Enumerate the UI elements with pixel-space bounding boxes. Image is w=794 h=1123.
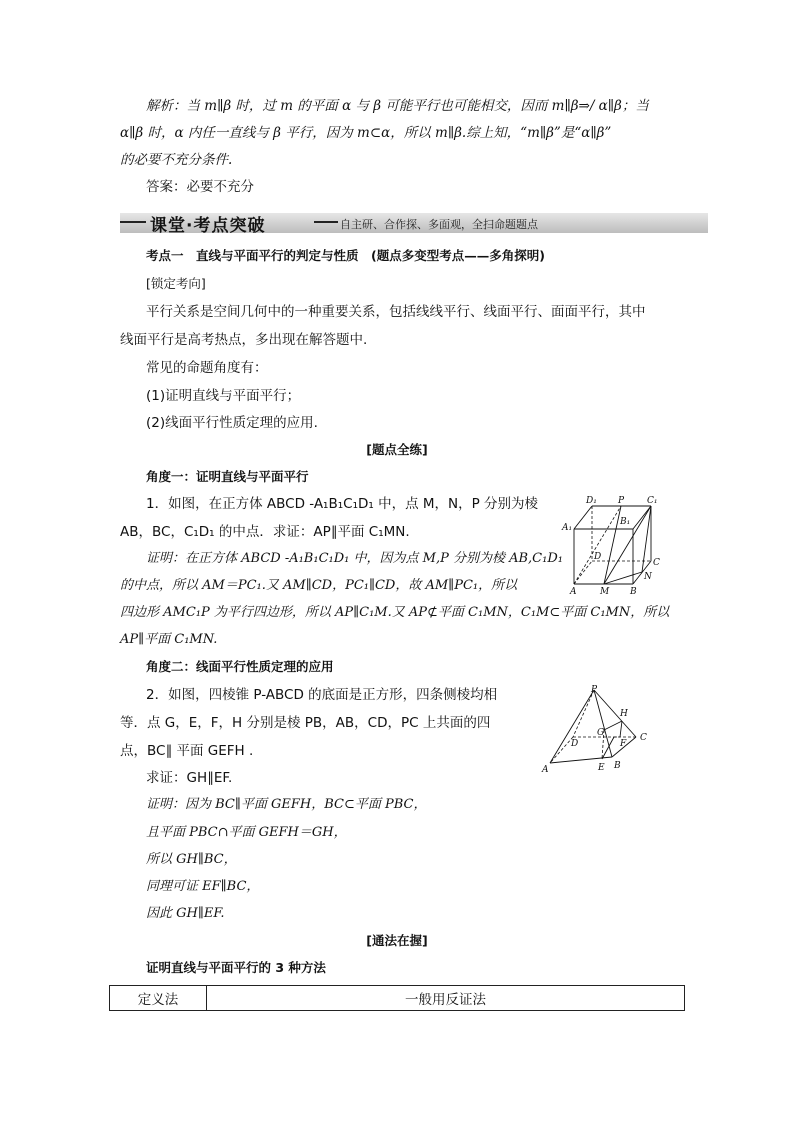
q2-proof-5: 因此 GH∥EF.	[146, 906, 225, 921]
cube-label-n: N	[644, 572, 652, 582]
practice-label: [题点全练]	[366, 442, 428, 457]
q1-proof-2: 的中点，所以 AM＝PC₁.又 AM∥CD，PC₁∥CD，故 AM∥PC₁，所以	[120, 578, 518, 593]
pyramid-label-h: H	[620, 709, 628, 719]
cube-label-p: P	[618, 496, 625, 506]
pyramid-label-p: P	[591, 685, 598, 695]
q1-proof-4: AP∥平面 C₁MN.	[120, 632, 218, 647]
q2-proof-3: 所以 GH∥BC，	[146, 852, 237, 867]
cube-label-c: C	[653, 558, 660, 568]
list-item-2: (2)线面平行性质定理的应用.	[146, 415, 318, 431]
banner-title: 课堂·考点突破	[150, 216, 266, 236]
banner-subtitle: 自主研、合作探、多面观，全扫命题题点	[340, 218, 538, 231]
pyramid-label-f: F	[620, 739, 627, 749]
table-cell-definition: 定义法	[110, 986, 207, 1011]
banner-hook-right	[314, 221, 338, 223]
cube-label-d: D	[594, 552, 602, 562]
methods-table	[109, 985, 685, 1011]
para-line-1: 平行关系是空间几何中的一种重要关系，包括线线平行、线面平行、面面平行，其中	[146, 304, 646, 320]
q2-proof-4: 同理可证 EF∥BC，	[146, 879, 260, 894]
q2-line-3: 点，BC∥ 平面 GEFH .	[120, 743, 254, 759]
pyramid-label-g: G	[597, 728, 605, 738]
cube-figure	[560, 492, 672, 596]
cube-label-m: M	[600, 587, 610, 596]
q2-line-2: 等．点 G，E，F，H 分别是棱 PB，AB，CD，PC 上共面的四	[120, 715, 491, 731]
pyramid-label-d: D	[571, 739, 579, 749]
q1-line-2: AB，BC，C₁D₁ 的中点．求证：AP∥平面 C₁MN.	[120, 524, 410, 540]
pyramid-label-b: B	[614, 761, 621, 771]
cube-label-b1: B₁	[620, 517, 631, 527]
angle-2-heading: 角度二：线面平行性质定理的应用	[146, 659, 334, 674]
cube-label-c1: C₁	[647, 496, 658, 506]
section-banner	[120, 213, 708, 236]
angle-1-heading: 角度一：证明直线与平面平行	[146, 469, 309, 484]
answer-line: 答案：必要不充分	[146, 179, 254, 195]
para-line-2: 线面平行是高考热点，多出现在解答题中.	[120, 332, 368, 348]
intro-line-2: α∥β 时，α 内任一直线与 β 平行，因为 m⊂α，所以 m∥β.综上知，“m∥β”是“α∥β”	[120, 125, 612, 141]
cube-label-a1: A₁	[562, 523, 573, 533]
pyramid-label-a: A	[542, 765, 549, 775]
pyramid-label-c: C	[640, 733, 647, 743]
q1-proof-1: 证明：在正方体 ABCD -A₁B₁C₁D₁ 中，因为点 M,P 分别为棱 AB,C₁D₁	[146, 551, 563, 566]
cube-label-b: B	[630, 587, 637, 596]
q2-proof-2: 且平面 PBC∩平面 GEFH＝GH，	[146, 825, 347, 840]
para-line-3: 常见的命题角度有：	[146, 360, 268, 376]
list-item-1: (1)证明直线与平面平行；	[146, 388, 301, 404]
q2-line-1: 2．如图，四棱锥 P-ABCD 的底面是正方形，四条侧棱均相	[146, 687, 498, 703]
q2-goal: 求证：GH∥EF.	[146, 770, 233, 786]
methods-title: 证明直线与平面平行的 3 种方法	[146, 960, 326, 975]
pyramid-label-e: E	[598, 763, 605, 773]
table-cell-method: 一般用反证法	[207, 986, 685, 1011]
q1-line-1: 1．如图，在正方体 ABCD -A₁B₁C₁D₁ 中，点 M，N，P 分别为棱	[146, 496, 539, 512]
banner-hook-left	[120, 221, 146, 223]
lock-label: [锁定考向]	[146, 276, 206, 291]
methods-label: [通法在握]	[366, 933, 428, 948]
intro-line-3: 的必要不充分条件.	[120, 152, 233, 168]
cube-label-a: A	[570, 587, 577, 596]
cube-label-d1: D₁	[586, 496, 597, 506]
section-heading: 考点一 直线与平面平行的判定与性质 (题点多变型考点——多角探明)	[146, 248, 545, 263]
table-row	[110, 986, 685, 1011]
q2-proof-1: 证明：因为 BC∥平面 GEFH，BC⊂平面 PBC，	[146, 797, 427, 812]
pyramid-figure	[540, 684, 660, 776]
intro-line-1: 解析：当 m∥β 时，过 m 的平面 α 与 β 可能平行也可能相交，因而 m∥β⇒/ α∥β；当	[146, 98, 649, 114]
q1-proof-3: 四边形 AMC₁P 为平行四边形，所以 AP∥C₁M.又 AP⊄平面 C₁MN，C₁M⊂平面 C₁MN，所以	[120, 605, 670, 620]
